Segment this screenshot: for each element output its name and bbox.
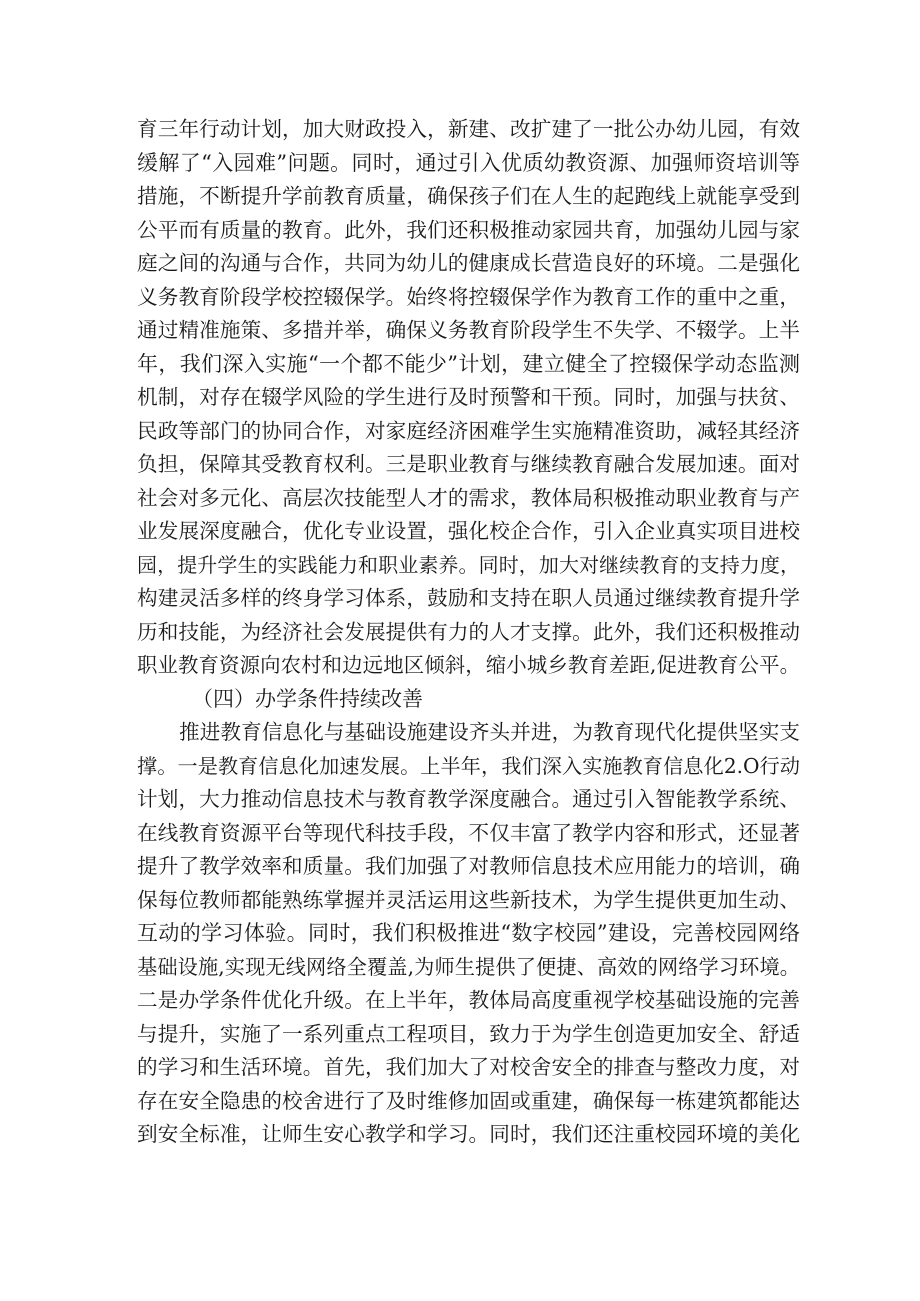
paragraph-line: 义务教育阶段学校控辍保学。始终将控辍保学作为教育工作的重中之重，	[137, 284, 800, 309]
paragraph-line: 到安全标准，让师生安心教学和学习。同时，我们还注重校园环境的美化	[137, 1122, 800, 1146]
paragraph-line: 计划，大力推动信息技术与教育教学深度融合。通过引入智能教学系统、	[137, 787, 800, 811]
paragraph-line: 负担，保障其受教育权利。三是职业教育与继续教育融合发展加速。面对	[137, 452, 800, 476]
paragraph-line: 园，提升学生的实践能力和职业素养。同时，加大对继续教育的支持力度，	[137, 552, 800, 577]
paragraph-line: 庭之间的沟通与合作，共同为幼儿的健康成长营造良好的环境。二是强化	[137, 251, 800, 275]
paragraph-line: 年，我们深入实施“一个都不能少”计划，建立健全了控辍保学动态监测	[137, 351, 800, 376]
paragraph-line: 社会对多元化、高层次技能型人才的需求，教体局积极推动职业教育与产	[137, 485, 800, 510]
paragraph-line: 在线教育资源平台等现代科技手段，不仅丰富了教学内容和形式，还显著	[137, 820, 800, 845]
paragraph-line: 撑。一是教育信息化加速发展。上半年，我们深入实施教育信息化2.O行动	[137, 753, 800, 778]
paragraph-line: 提升了教学效率和质量。我们加强了对教师信息技术应用能力的培训，确	[137, 854, 800, 878]
paragraph-line: 二是办学条件优化升级。在上半年，教体局高度重视学校基础设施的完善	[137, 988, 800, 1012]
paragraph-line: 基础设施,实现无线网络全覆盖,为师生提供了便捷、高效的网络学习环境。	[137, 954, 800, 979]
paragraph-line: 民政等部门的协同合作，对家庭经济困难学生实施精准资助，减轻其经济	[137, 418, 800, 443]
paragraph-line: 保每位教师都能熟练掌握并灵活运用这些新技术，为学生提供更加生动、	[137, 887, 800, 912]
paragraph-line: 与提升，实施了一系列重点工程项目，致力于为学生创造更加安全、舒适	[137, 1021, 800, 1046]
paragraph-line: 历和技能，为经济社会发展提供有力的人才支撑。此外，我们还积极推动	[137, 619, 800, 644]
paragraph-line: 推进教育信息化与基础设施建设齐头并进，为教育现代化提供坚实支	[179, 720, 800, 744]
paragraph-line: 育三年行动计划，加大财政投入，新建、改扩建了一批公办幼儿园，有效	[137, 117, 800, 141]
paragraph-line: 构建灵活多样的终身学习体系，鼓励和支持在职人员通过继续教育提升学	[137, 586, 800, 610]
paragraph-line: 机制，对存在辍学风险的学生进行及时预警和干预。同时，加强与扶贫、	[137, 385, 800, 409]
paragraph-line: 通过精准施策、多措并举，确保义务教育阶段学生不失学、不辍学。上半	[137, 318, 800, 342]
paragraph-line: 缓解了“入园难”问题。同时，通过引入优质幼教资源、加强师资培训等	[137, 150, 800, 175]
section-heading: （四）办学条件持续改善	[192, 686, 423, 711]
paragraph-line: 业发展深度融合，优化专业设置，强化校企合作，引入企业真实项目进校	[137, 519, 800, 543]
paragraph-line: 职业教育资源向农村和边远地区倾斜，缩小城乡教育差距,促进教育公平。	[137, 653, 800, 677]
paragraph-line: 互动的学习体验。同时，我们积极推进“数字校园”建设，完善校园网络	[137, 921, 800, 945]
paragraph-line: 措施，不断提升学前教育质量，确保孩子们在人生的起跑线上就能享受到	[137, 184, 800, 208]
paragraph-line: 公平而有质量的教育。此外，我们还积极推动家园共育，加强幼儿园与家	[137, 217, 800, 242]
paragraph-line: 存在安全隐患的校舍进行了及时维修加固或重建，确保每一栋建筑都能达	[137, 1088, 800, 1113]
paragraph-line: 的学习和生活环境。首先，我们加大了对校舍安全的排查与整改力度，对	[137, 1055, 800, 1079]
